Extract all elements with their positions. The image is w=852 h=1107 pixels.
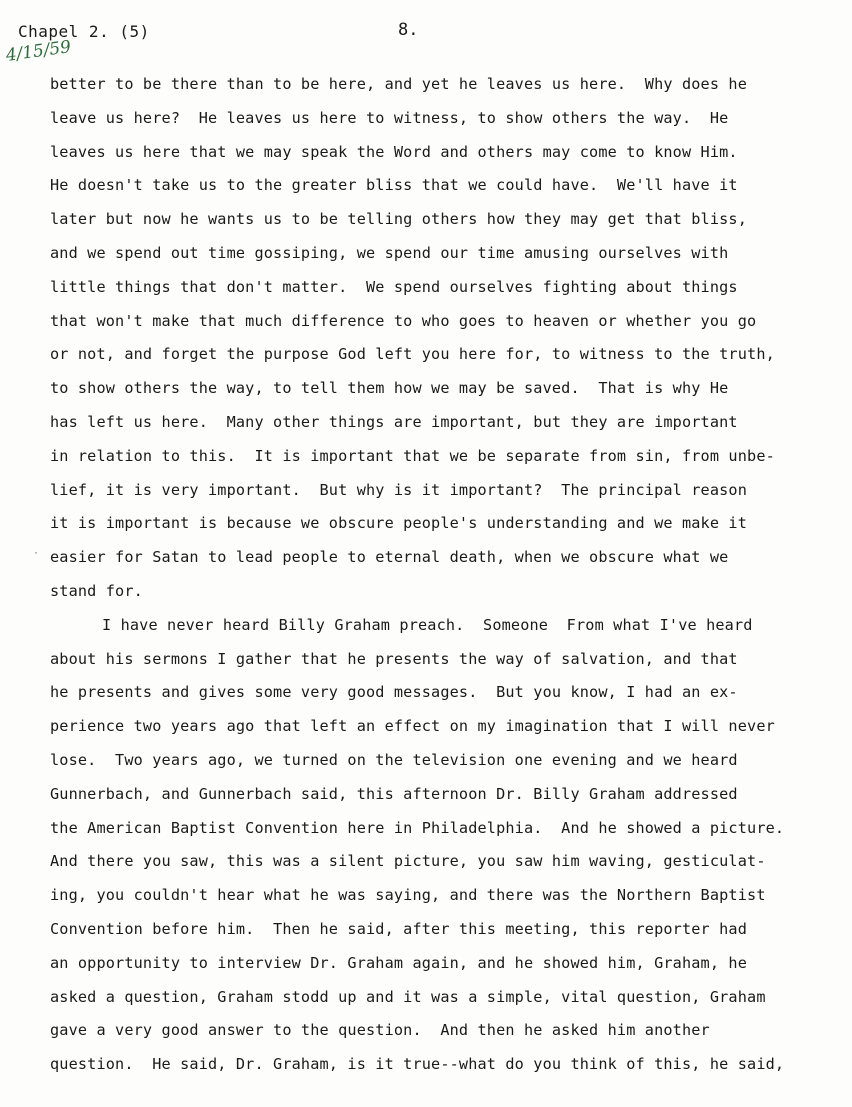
text-line: that won't make that much difference to who goes to heaven or whether you go [50,311,757,330]
text-line: gave a very good answer to the question. And then he asked him another [50,1021,710,1040]
text-line: the American Baptist Convention here in Philadelphia. And he showed a picture. [50,818,785,837]
margin-mark: · [33,548,40,559]
text-line: And there you saw, this was a silent picture, you saw him waving, gesticulat- [50,852,766,871]
chapel-header: Chapel 2. (5) [18,22,150,41]
text-line: about his sermons I gather that he presents the way of salvation, and that [50,649,738,668]
text-line: leaves us here that we may speak the Word and others may come to know Him. [50,142,738,161]
text-line: little things that don't matter. We spend ourselves fighting about things [50,277,738,296]
text-line: has left us here. Many other things are important, but they are important [50,412,738,431]
body-text [50,68,850,1082]
text-line: leave us here? He leaves us here to witness, to show others the way. He [50,108,729,127]
text-line: lose. Two years ago, we turned on the television one evening and we heard [50,750,738,769]
text-line: he presents and gives some very good messages. But you know, I had an ex- [50,683,738,702]
text-line: in relation to this. It is important that we be separate from sin, from unbe- [50,446,775,465]
text-line: lief, it is very important. But why is it important? The principal reason [50,480,748,499]
text-line: better to be there than to be here, and yet he leaves us here. Why does he [50,75,748,93]
text-line: later but now he wants us to be telling others how they may get that bliss, [50,210,748,229]
text-line: stand for. [50,581,143,600]
text-line: Gunnerbach, and Gunnerbach said, this afternoon Dr. Billy Graham addressed [50,784,738,803]
text-line: it is important is because we obscure people's understanding and we make it [50,514,748,533]
text-line: or not, and forget the purpose God left you here for, to witness to the truth, [50,345,775,364]
text-line: He doesn't take us to the greater bliss that we could have. We'll have it [50,176,738,195]
text-line: to show others the way, to tell them how we may be saved. That is why He [50,379,729,398]
page-number: 8. [398,20,419,40]
text-line: asked a question, Graham stodd up and it was a simple, vital question, Graham [50,987,766,1006]
text-line: question. He said, Dr. Graham, is it true--what do you think of this, he said, [50,1055,785,1074]
text-line: perience two years ago that left an effect on my imagination that I will never [50,717,775,736]
text-line: Convention before him. Then he said, after this meeting, this reporter had [50,919,748,938]
text-line: an opportunity to interview Dr. Graham again, and he showed him, Graham, he [50,953,748,972]
handwritten-date: 4/15/59 [4,36,73,66]
text-line: ing, you couldn't hear what he was saying, and there was the Northern Baptist [50,886,766,905]
paragraph-start-line: I have never heard Billy Graham preach. Someone From what I've heard [102,615,753,634]
text-line: easier for Satan to lead people to eternal death, when we obscure what we [50,548,729,567]
text-line: and we spend out time gossiping, we spend our time amusing ourselves with [50,243,729,262]
